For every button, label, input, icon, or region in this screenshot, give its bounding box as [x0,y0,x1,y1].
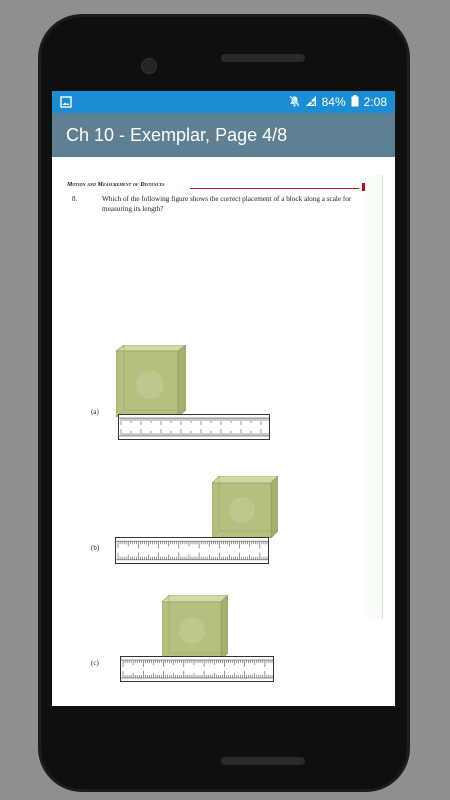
bottom-speaker [221,757,305,765]
option-label-a: (a) [91,408,99,416]
status-right [289,94,387,110]
block-figure-a [116,345,186,417]
app-bar-title: Ch 10 - Exemplar, Page 4/8 [66,125,288,145]
battery-icon [351,95,359,110]
signal-icon [305,95,317,110]
option-label-b: (b) [91,544,100,552]
block-figure-b [212,476,278,538]
front-camera [141,58,157,74]
chapter-rule [190,188,359,189]
block-figure-c [162,595,228,660]
ruler-a [118,414,270,440]
ruler-c [120,656,274,682]
chapter-title: Motion and Measurement of Distances [67,182,165,188]
earpiece-speaker [221,54,305,62]
page-edge [365,175,382,619]
document-page[interactable] [65,175,383,667]
image-icon [60,95,72,107]
question-text: Which of the following figure shows the correct placement of a block along a scale for measuring its length? [102,195,352,213]
status-bar [52,91,395,113]
app-bar [52,113,395,157]
ruler-b [115,537,269,564]
app-screen [52,91,395,706]
clock: 2:08 [363,95,387,109]
question-number: 8. [72,195,78,203]
mute-bell-icon [289,95,300,110]
battery-percent: 84% [321,95,346,109]
page-header [66,182,374,192]
option-label-c: (c) [91,659,99,667]
